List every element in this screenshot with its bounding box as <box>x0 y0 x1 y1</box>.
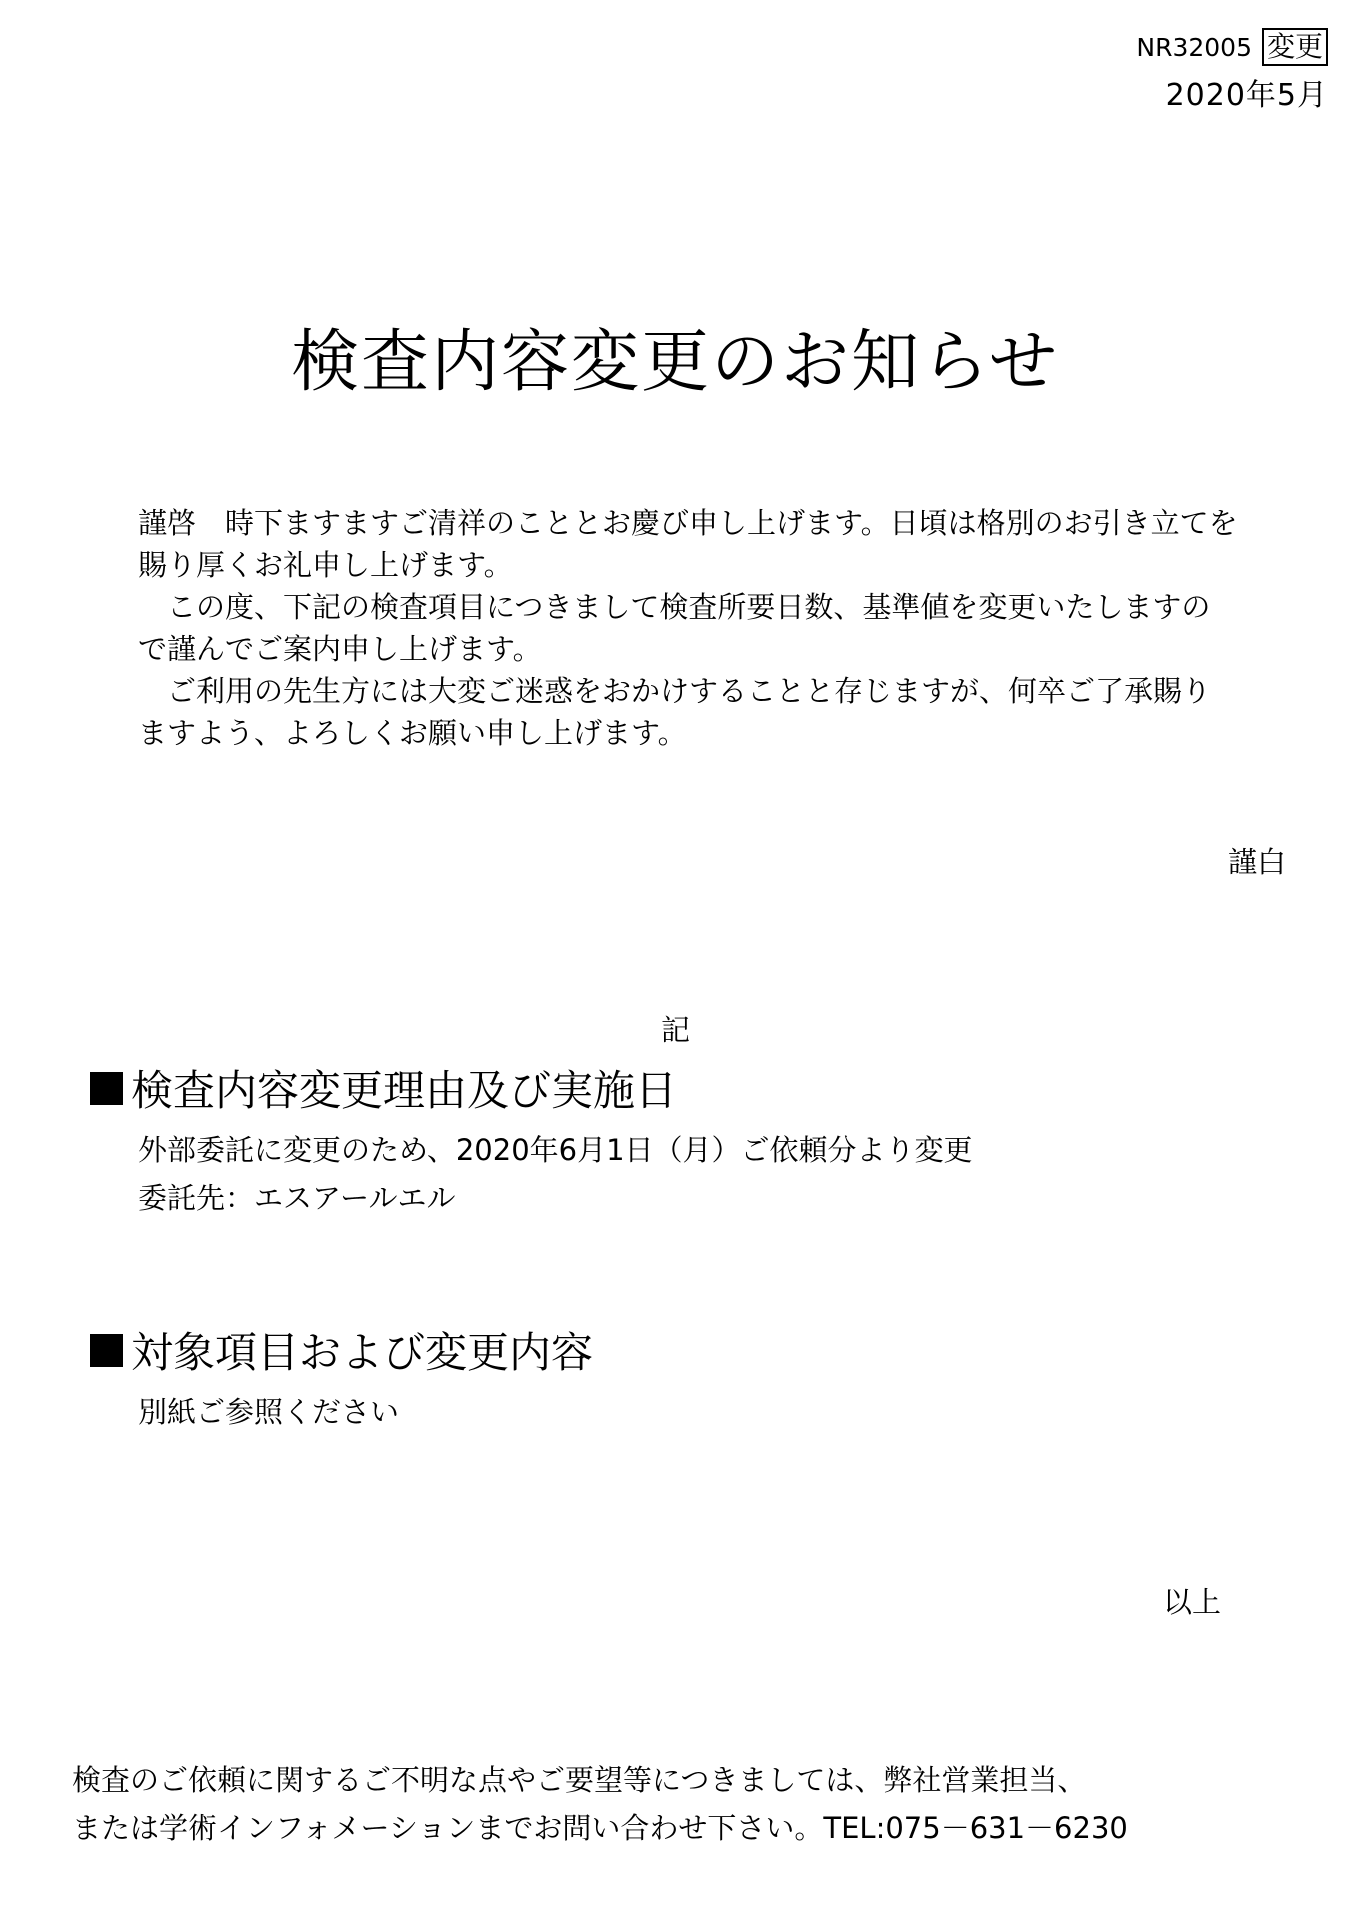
footer-line: または学術インフォメーションまでお問い合わせ下さい。TEL:075－631－6230 <box>72 1811 1128 1845</box>
section-line: 外部委託に変更のため、2020年6月1日（月）ご依頼分より変更 <box>138 1133 973 1167</box>
body-line: 賜り厚くお礼申し上げます。 <box>138 548 513 582</box>
section-heading-reason <box>90 1058 677 1118</box>
body-line: この度、下記の検査項目につきまして検査所要日数、基準値を変更いたしますの <box>167 590 1211 624</box>
footer-line: 検査のご依頼に関するご不明な点やご要望等につきましては、弊社営業担当、 <box>72 1763 1087 1797</box>
document-date: 2020年5月 <box>1165 78 1328 113</box>
document-code <box>1136 28 1328 66</box>
body-line: ご利用の先生方には大変ご迷惑をおかけすることと存じますが、何卒ご了承賜り <box>167 674 1212 708</box>
body-line: ますよう、よろしくお願い申し上げます。 <box>138 716 687 750</box>
section-line: 委託先：エスアールエル <box>138 1181 456 1215</box>
square-bullet-icon <box>90 1072 123 1105</box>
greeting-body <box>138 502 1338 754</box>
section-heading-text: 検査内容変更理由及び実施日 <box>131 1066 678 1115</box>
document-number: NR32005 <box>1136 32 1252 62</box>
square-bullet-icon <box>90 1334 123 1367</box>
section-line: 別紙ご参照ください <box>138 1395 400 1429</box>
section-heading-text: 対象項目および変更内容 <box>131 1328 594 1377</box>
change-tag: 変更 <box>1262 28 1328 66</box>
ki-marker: 記 <box>661 1013 691 1047</box>
closing-word: 謹白 <box>1228 845 1287 879</box>
body-line: で謹んでご案内申し上げます。 <box>138 632 542 666</box>
page-title: 検査内容変更のお知らせ <box>291 323 1059 402</box>
ijou-marker: 以上 <box>1163 1585 1222 1619</box>
section-heading-items <box>90 1320 593 1380</box>
body-line: 謹啓 時下ますますご清祥のこととお慶び申し上げます。日頃は格別のお引き立てを <box>138 506 1238 540</box>
